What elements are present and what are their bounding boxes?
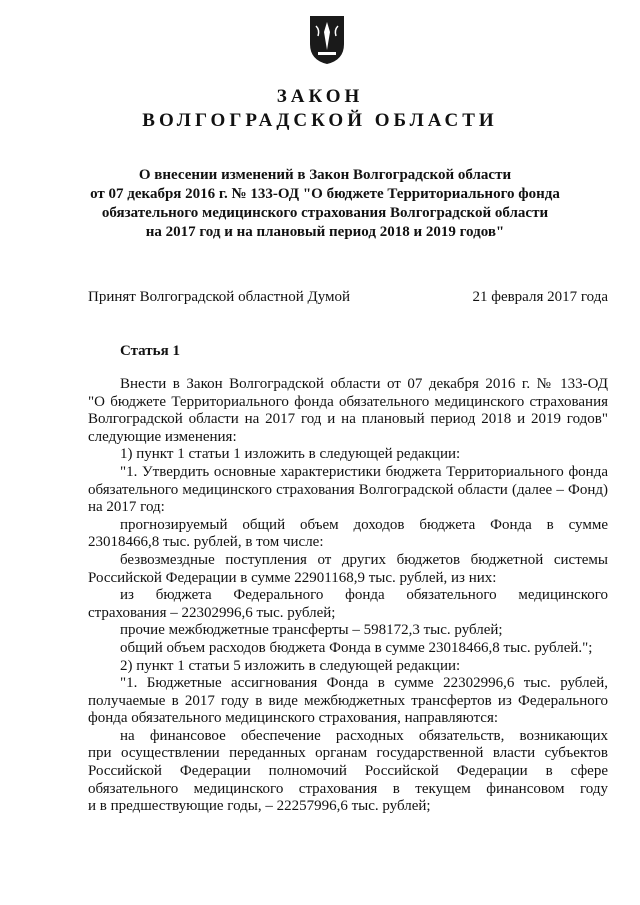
body-line: обязательного медицинского страхования Волгоградской области (далее – Фонд) xyxy=(88,481,608,498)
body-line: Российской Федерации в сумме 22901168,9 тыс. рублей, из них: xyxy=(88,569,497,586)
body-line: и в предшествующие годы, – 22257996,6 тыс. рублей; xyxy=(88,798,431,815)
body-line: страхования – 22302996,6 тыс. рублей; xyxy=(88,604,336,621)
body-line: "1. Бюджетные ассигнования Фонда в сумме 22302996,6 тыс. рублей, xyxy=(120,675,608,692)
body-line: получаемые в 2017 году в виде межбюджетных трансфертов из Федерального xyxy=(88,692,608,709)
body-line: прочие межбюджетные трансферты – 598172,3 тыс. рублей; xyxy=(120,622,503,639)
adopted-by: Принят Волгоградской областной Думой xyxy=(88,289,351,305)
body-line: Внести в Закон Волгоградской области от 07 декабря 2016 г. № 133-ОД xyxy=(120,376,608,392)
body-line: на 2017 год: xyxy=(88,499,165,516)
body-line: обязательного медицинского страхования в текущем финансовом году xyxy=(88,780,608,797)
body-line: "О бюджете Территориального фонда обязательного медицинского страхования xyxy=(88,393,608,410)
article-body xyxy=(88,376,608,816)
subtitle-line: на 2017 год и на плановый период 2018 и 2019 годов" xyxy=(145,224,505,240)
body-line: прогнозируемый общий объем доходов бюджета Фонда в сумме xyxy=(120,516,608,533)
document-title-region: ВОЛГОГРАДСКОЙ ОБЛАСТИ xyxy=(142,110,498,131)
body-line: "1. Утвердить основные характеристики бюджета Территориального фонда xyxy=(120,463,608,480)
body-line: 1) пункт 1 статьи 1 изложить в следующей редакции: xyxy=(120,446,461,463)
subtitle-line: от 07 декабря 2016 г. № 133-ОД "О бюджете Территориального фонда xyxy=(90,186,560,202)
body-line: 23018466,8 тыс. рублей, в том числе: xyxy=(88,534,324,551)
body-line: Волгоградской области на 2017 год и на плановый период 2018 и 2019 годов" xyxy=(88,411,608,428)
coat-of-arms-emblem xyxy=(308,14,346,66)
subtitle-line: обязательного медицинского страхования Волгоградской области xyxy=(101,205,549,221)
article-heading: Статья 1 xyxy=(120,343,180,359)
body-line: при осуществлении переданных органам государственной власти субъектов xyxy=(88,745,608,762)
document-title-law: ЗАКОН xyxy=(276,86,364,107)
body-line: общий объем расходов бюджета Фонда в сумме 23018466,8 тыс. рублей."; xyxy=(120,639,593,656)
subtitle-line: О внесении изменений в Закон Волгоградской области xyxy=(138,167,512,183)
body-line: Российской Федерации полномочий Российской Федерации в сфере xyxy=(88,763,608,780)
body-line: 2) пункт 1 статьи 5 изложить в следующей редакции: xyxy=(120,657,461,674)
adoption-date: 21 февраля 2017 года xyxy=(472,289,608,305)
document-subtitle xyxy=(60,166,590,242)
body-line: безвозмездные поступления от других бюджетов бюджетной системы xyxy=(120,551,608,568)
body-line: следующие изменения: xyxy=(88,428,237,445)
body-line: фонда обязательного медицинского страхования, направляются: xyxy=(88,710,499,727)
body-line: из бюджета Федерального фонда обязательного медицинского xyxy=(120,587,608,604)
body-line: на финансовое обеспечение расходных обязательств, возникающих xyxy=(120,727,608,744)
